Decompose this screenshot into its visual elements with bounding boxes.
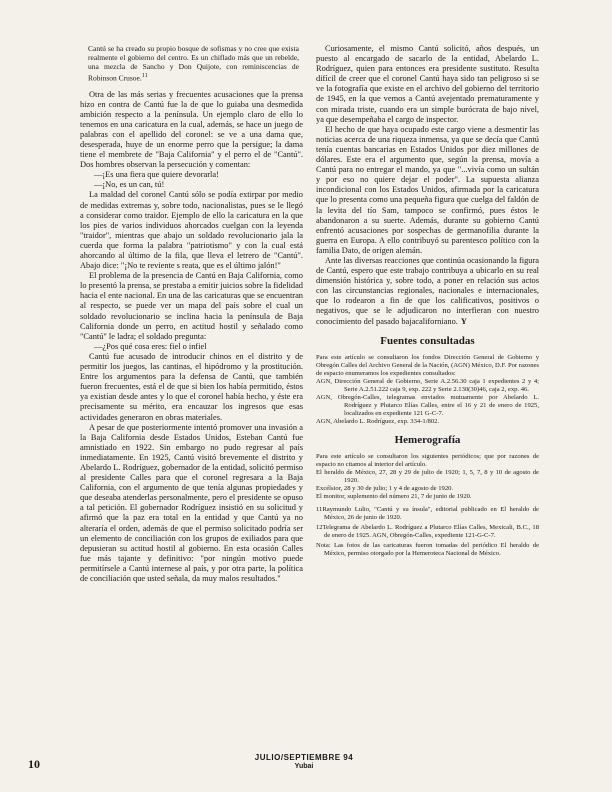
- source-ref: AGN, Obregón-Calles, telegramas enviados mutuamente por Abelardo L. Rodríguez y Plutarco Elías Calles, entre el 16 y 21 de enero de 1925, localizados en expediente 121 G-C-7.: [316, 393, 539, 417]
- hemerography-intro: Para este artículo se consultaron los siguientes periódicos; que por razones de espacio no citamos al interior del artículo.: [316, 452, 539, 468]
- dialogue-line: —¿Pos qué cosa eres: fiel o infiel: [94, 341, 207, 351]
- paragraph: Cantú fue acusado de introducir chinos en el distrito y de permitir los juegos, las cantinas, el hipódromo y la prostitución. Entre los argumentos para la defensa de Cantú, que también fueron frecuentes, está el de que si bien los había permitido, éstos ya existían desde antes y lo que el coronel había hecho, y éste era precisamente su mérito, era encauzar los ingresos que esas actividades generaron en obras materiales.: [80, 351, 303, 422]
- right-column: [316, 44, 539, 558]
- footnote: 11Raymundo Lulio, "Cantú y su ínsula", editorial publicado en El heraldo de México, 26 de junio de 1920.: [316, 505, 539, 521]
- page-number: 10: [28, 757, 40, 771]
- hemerography-ref: Excélsior, 28 y 30 de julio; 1 y 4 de agosto de 1920.: [316, 484, 454, 492]
- dialogue-line: —¡No, es un can, tú!: [94, 180, 165, 190]
- hemerography-ref: El heraldo de México, 27, 28 y 29 de julio de 1920; 1, 5, 7, 8 y 10 de agosto de 1920.: [316, 468, 539, 484]
- hemerography-heading: Hemerografía: [394, 433, 461, 446]
- end-mark: Y: [460, 316, 467, 326]
- paragraph: Curiosamente, el mismo Cantú solicitó, años después, un puesto al encargado de sacarlo de la entidad, Abelardo L. Rodríguez, quien para entonces era presidente sustituto. Resulta difícil de creer que el coronel Cantú haya sido tan peligroso si se ve la fotografía que existe en el archivo del gobierno del territorio de 1945, en la que vemos a Cantú avejentado prematuramente y con mirada triste, cuando era un simple burócrata de bajo nivel, ya que desempeñaba el cargo de inspector.: [316, 44, 539, 124]
- sources-intro: Para este artículo se consultaron los fondos Dirección General de Gobierno y Obregón Calles del Archivo General de la Nación, (AGN) México, D.F. Por razones de espacio enumeramos los expedientes consultados:: [316, 353, 539, 377]
- paragraph: Otra de las más serias y frecuentes acusaciones que la prensa hizo en contra de Cantú fue la de que lo guiaba una desmedida ambición respecto a la península. Un ejemplo claro de ello lo tenemos en una caricatura en la cual, además, se hace un juego de palabras con el apellido del coronel: se ve a una dama que, desesperada, huye de un enorme perro que la persigue; la dama tiene el membrete de "Baja California" y el perro el de "Cantú". Dos hombres observan la persecución y comentan:: [80, 89, 303, 170]
- hemerography-ref: El monitor, suplemento del número 21, 7 de junio de 1920.: [316, 492, 472, 500]
- left-column: [80, 44, 303, 584]
- source-ref: AGN, Dirección General de Gobierno, Serie A.2.56.30 caja 1 expedientes 2 y 4; Serie A.2.51.222 caja 9, exp. 222 y Serie 2.130(30)46, caja 2, exp. 46.: [316, 377, 539, 393]
- footnote: 12Telegrama de Abelardo L. Rodríguez a Plutarco Elías Calles, Mexicali, B.C., 18 de enero de 1925. AGN, Obregón-Calles, expediente 121-G-C-7.: [316, 523, 539, 539]
- source-ref: AGN, Abelardo L. Rodríguez, exp. 334-1/802.: [316, 417, 440, 425]
- footnote: Nota: Las fotos de las caricaturas fueron tomadas del periódico El heraldo de México, permiso otorgado por la Hemeroteca Nacional de México.: [316, 541, 539, 557]
- paragraph: La maldad del coronel Cantú sólo se podía extirpar por medio de medidas extremas y, sobre todo, nacionalistas, pues se le llegó a considerar como traidor. Ejemplo de ello la caricatura en la que los pies de varios individuos ahorcados cuelgan con la leyenda "traidor", mientras que abajo un soldado revolucionario jala la cuerda que forma la palabra "patriotismo" y con la cual está ahorcando al último de la fila, que lleva el letrero de "Cantú". Abajo dice: "¡No te reviente s reata, que es el último jalón!": [80, 190, 303, 271]
- dialogue-line: —¡Es una fiera que quiere devorarla!: [94, 170, 219, 180]
- issue-label: JULIO/SEPTIEMBRE 94: [254, 753, 354, 762]
- footnote-ref: 11: [141, 72, 148, 79]
- paragraph: El hecho de que haya ocupado este cargo viene a desmentir las noticias acerca de una riqueza inmensa, ya que se decía que Cantú tenía cuentas bancarias en Estados Unidos por diez millones de dólares. Este era el argumento que, según la prensa, movía a Cantú para no entregar el mando, ya que "...vivía como un sultán y por eso no quiere dejar el poder". La supuesta alianza incondicional con los Estados Unidos, afirmada por la caricatura que lo presenta como una pequeña figura que cuelga del faldón de la levita del tío Sam, tampoco se confirmó, pues éstos le abandonaron a su suerte. Además, durante su gobierno Cantú enfrentó acusaciones por sospechas de germanofilia durante la guerra en Europa. A ello contribuyó su parentesco político con la familia Dato, de origen alemán.: [316, 124, 539, 255]
- paragraph: El problema de la presencia de Cantú en Baja California, como lo presentó la prensa, se prestaba a emitir juicios sobre la fidelidad hacia el ente nacional. En una de las caricaturas que se encuentran al respecto, se puede ver un mapa del país sobre el cual un soldado revolucionario se inclina hacia la península de Baja California donde un perro, en actitud hostil y señalado como "Cantú" le ladra; el soldado pregunta:: [80, 271, 303, 341]
- paragraph: A pesar de que posteriormente intentó promover una invasión a la Baja California desde Estados Unidos, Esteban Cantú fue amnistiado en 1922. Sin embargo no pudo regresar al país inmediatamente. En 1925, Cantú visitó brevemente el distrito y Abelardo L. Rodríguez, gobernador de la entidad, solicitó permiso al presidente Calles para que el coronel regresara a la Baja California, con el argumento de que tenía algunas propiedades y que deseaba atenderlas personalmente, pero el presidente se opuso a tal petición. El gobernador Rodríguez insistió en su solicitud y afirmó que la paz era total en la entidad y que Cantú ya no alteraría el orden, además de que el permiso solicitado podría ser un elemento de conciliación con los grupos de exiliados para que depusieran su actitud hostil al gobierno. En esta ocasión Calles fue más tajante y definitivo: "por ningún motivo puede permitírsele a Cantú internese al país, y por otra parte, la política de conciliación que usted señala, da muy malos resultados.": [80, 422, 303, 583]
- block-quote: Cantú se ha creado su propio bosque de sofismas y no cree que exista realmente el gobierno del centro. Es un chiflado más que un rebelde, una mezcla de Sancho y Don Quijote, con reminiscencias de Robinson Crusoe.$^{11}$: [88, 44, 299, 83]
- brand-label: Yubai: [294, 763, 314, 770]
- sources-heading: Fuentes consultadas: [380, 334, 475, 347]
- paragraph: Ante las diversas reacciones que continúa ocasionando la figura de Cantú, espero que este trabajo contribuya a ubicarlo en su real dimensión histórica y, sobre todo, a poner en relación sus actos con las circunstancias regionales, nacionales e internacionales, que lo rodearon a fin de que los calificativos, positivos o negativos, que se le adjudicaron no interfieran con nuestro conocimiento del pasado bajacaliforniano. Y: [316, 255, 539, 326]
